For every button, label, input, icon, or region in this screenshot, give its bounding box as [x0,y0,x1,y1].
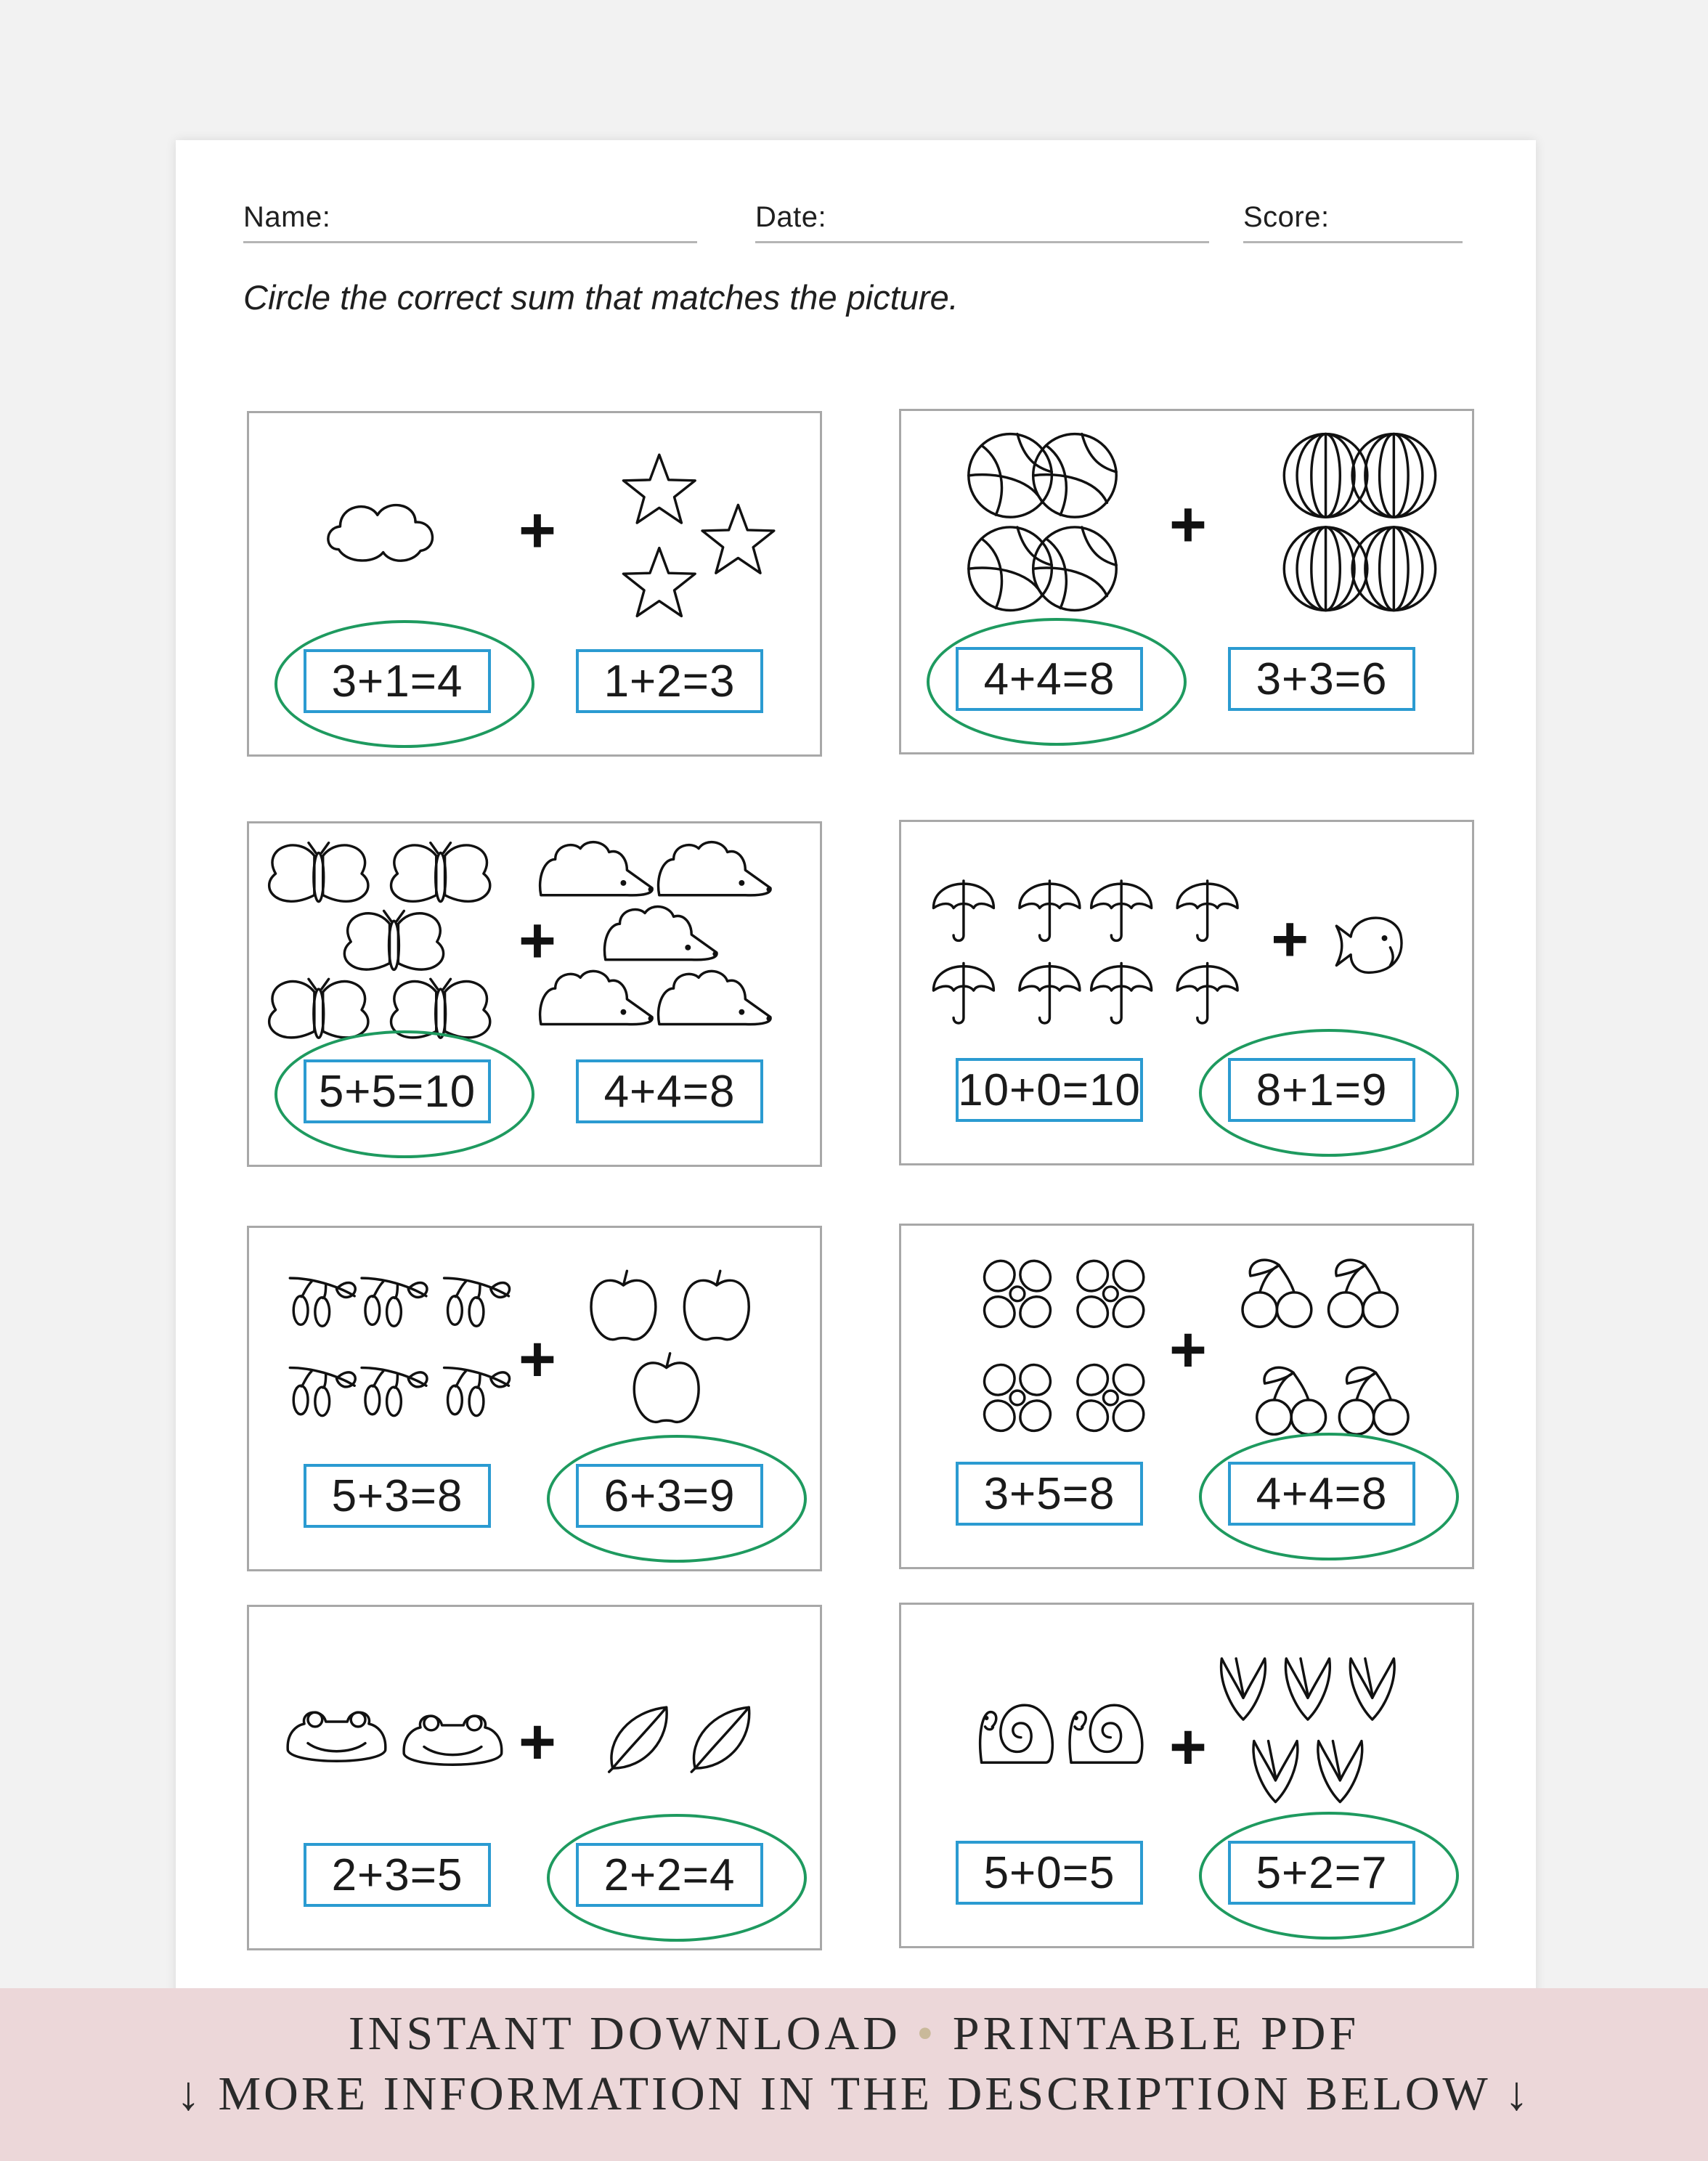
plus-sign: + [1169,1314,1207,1386]
exercise-panel [899,1603,1474,1948]
tulip-icon [1221,1659,1266,1720]
umbrella-icon [1020,964,1080,1023]
answer-option[interactable]: 2+2=4 [576,1843,763,1907]
answer-option[interactable]: 2+3=5 [304,1843,491,1907]
umbrella-icon [1020,881,1080,940]
flower-icon [1071,1359,1150,1437]
name-label: Name: [243,201,331,233]
umbrella-icon [1091,964,1152,1023]
answer-option[interactable]: 5+5=10 [304,1059,491,1123]
instruction-text: Circle the correct sum that matches the picture. [243,278,959,317]
fish-icon [1336,918,1402,972]
butterfly-icon [344,911,443,969]
exercise-panel [247,411,822,757]
flower-icon [978,1359,1057,1437]
answer-option[interactable]: 6+3=9 [576,1464,763,1528]
plus-sign: + [518,904,556,977]
exercise-panel [899,409,1474,754]
star-icon [623,455,695,523]
exercise-panel [247,1605,822,1950]
hedgehog-icon [659,971,772,1024]
snail-icon [980,1705,1053,1762]
banner-separator: • [916,2007,938,2060]
olive-branch-icon [362,1368,427,1416]
plus-sign: + [518,1706,556,1778]
score-field[interactable] [1243,196,1463,243]
frog-icon [404,1716,502,1765]
umbrella-icon [1091,881,1152,940]
exercise-panel [899,820,1474,1165]
cherries-icon [1257,1367,1326,1434]
tulip-icon [1285,1659,1330,1720]
answer-option[interactable]: 1+2=3 [576,649,763,713]
answer-option[interactable]: 3+3=6 [1228,647,1415,711]
apple-icon [634,1354,699,1423]
leaf-icon [691,1707,749,1772]
hedgehog-icon [540,842,654,895]
answer-option[interactable]: 5+3=8 [304,1464,491,1528]
leaf-icon [609,1707,667,1772]
cloud-icon [328,505,433,561]
answer-option[interactable]: 4+4=8 [1228,1462,1415,1526]
butterfly-icon [391,843,490,902]
tulip-icon [1253,1741,1298,1802]
star-icon [623,548,695,616]
answer-option[interactable]: 3+1=4 [304,649,491,713]
answer-option[interactable]: 4+4=8 [956,647,1143,711]
promo-banner [0,1988,1708,2161]
answer-option[interactable]: 5+0=5 [956,1841,1143,1905]
umbrella-icon [933,964,993,1023]
star-icon [702,505,774,573]
flower-icon [978,1255,1057,1333]
plus-sign: + [518,1323,556,1396]
plus-sign: + [1271,903,1309,975]
umbrella-icon [933,881,993,940]
hedgehog-icon [659,842,772,895]
exercise-panel [247,1226,822,1571]
olive-branch-icon [444,1368,510,1416]
tulip-icon [1350,1659,1394,1720]
answer-option[interactable]: 4+4=8 [576,1059,763,1123]
banner-line-2: ↓ MORE INFORMATION IN THE DESCRIPTION BELOW ↓ [176,2067,1532,2120]
plus-sign: + [1169,488,1207,561]
cherries-icon [1329,1260,1398,1327]
cherries-icon [1243,1260,1312,1327]
umbrella-icon [1177,964,1237,1023]
apple-icon [684,1271,749,1340]
hedgehog-icon [540,971,654,1024]
beach-ball-icon [1033,527,1117,611]
answer-option[interactable]: 8+1=9 [1228,1058,1415,1122]
olive-branch-icon [444,1278,510,1326]
banner-printable-pdf: PRINTABLE PDF [952,2007,1360,2060]
umbrella-icon [1177,881,1237,940]
frog-icon [288,1712,386,1761]
tulip-icon [1318,1741,1362,1802]
beach-ball-icon [1033,434,1117,518]
answer-option[interactable]: 5+2=7 [1228,1841,1415,1905]
banner-line-1 [0,2006,1708,2062]
snail-icon [1070,1705,1142,1762]
butterfly-icon [269,979,368,1038]
date-label: Date: [755,201,827,233]
striped-ball-icon [1284,434,1367,518]
butterfly-icon [391,979,490,1038]
olive-branch-icon [362,1278,427,1326]
olive-branch-icon [290,1278,355,1326]
flower-icon [1071,1255,1150,1333]
score-label: Score: [1243,201,1330,233]
apple-icon [591,1271,656,1340]
striped-ball-icon [1352,527,1436,611]
striped-ball-icon [1284,527,1367,611]
hedgehog-icon [604,906,717,959]
plus-sign: + [1169,1710,1207,1783]
exercise-panel [247,821,822,1167]
banner-instant-download: INSTANT DOWNLOAD [348,2007,901,2060]
answer-option[interactable]: 3+5=8 [956,1462,1143,1526]
cherries-icon [1339,1367,1408,1434]
butterfly-icon [269,843,368,902]
date-field[interactable] [755,196,1209,243]
exercise-panel [899,1224,1474,1569]
olive-branch-icon [290,1368,355,1416]
plus-sign: + [518,494,556,566]
answer-option[interactable]: 10+0=10 [956,1058,1143,1122]
name-field[interactable] [243,196,697,243]
striped-ball-icon [1352,434,1436,518]
